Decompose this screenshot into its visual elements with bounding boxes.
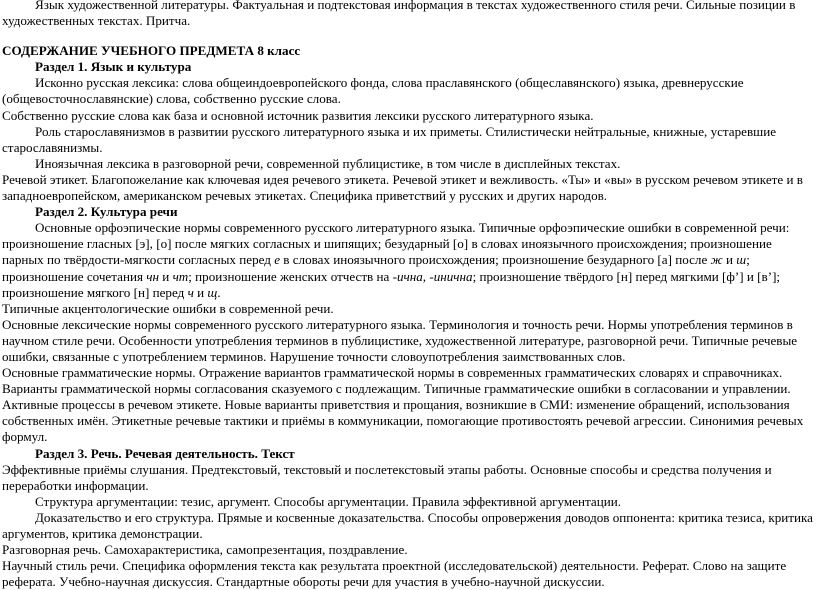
section-2-paragraph-3: Основные лексические нормы современного русского литературного языка. Терминология и точность речи. Нормы употребления терминов в научном стиле речи. Особенности употребления терминов в публицистике, художественной литературе, разговорной речи. Типичные речевые ошибки, связанные с употреблением терминов. Нарушение точности словоупотребления заимствованных слов. (2, 316, 798, 364)
section-3-title: Раздел 3. Речь. Речевая деятельность. Текст (35, 445, 295, 461)
section-1-title: Раздел 1. Язык и культура (35, 59, 192, 75)
section-1-paragraph-2: Собственно русские слова как база и основной источник развития лексики русского литературного языка. (2, 107, 594, 123)
intro-paragraph: Язык художественной литературы. Фактуальная и подтекстовая информация в текстах художественного стиля речи. Сильные позиции в художественных текстах. Притча. (2, 0, 796, 29)
section-1-paragraph-4: Иноязычная лексика в разговорной речи, современной публицистике, в том числе в дисплейных текстах. (35, 155, 621, 171)
section-3-paragraph-1: Эффективные приёмы слушания. Предтекстовый, текстовый и послетекстовый этапы работы. Основные способы и средства получения и переработки информации. (2, 461, 772, 493)
content-heading: СОДЕРЖАНИЕ УЧЕБНОГО ПРЕДМЕТА 8 класс (2, 43, 301, 59)
section-2-paragraph-4: Основные грамматические нормы. Отражение вариантов грамматической нормы в современных грамматических словарях и справочниках. Варианты грамматической нормы согласования сказуемого с подлежащим. Типичные грамматические ошибки в согласовании и управлении. (2, 365, 791, 397)
section-1-paragraph-5: Речевой этикет. Благопожелание как ключевая идея речевого этикета. Речевой этикет и вежливость. «Ты» и «вы» в русском речевом этикете и в западноевропейском, американском речевых этикетах. Специфика приветствий у русских и других народов. (2, 171, 803, 204)
section-2-paragraph-5: Активные процессы в речевом этикете. Новые варианты приветствия и прощания, возникшие в СМИ: изменение обращений, использования собственных имён. Этикетные речевые тактики и приёмы в коммуникации, помогающие противостоять речевой агрессии. Синонимия речевых формул. (2, 397, 804, 445)
section-2-title: Раздел 2. Культура речи (35, 204, 178, 220)
section-1-paragraph-1: Исконно русская лексика: слова общеиндоевропейского фонда, слова праславянского (общеславянского) языка, древнерусские (общевосточнославянские) слова, собственно русские слова. (2, 75, 744, 107)
section-2-paragraph-1: Основные орфоэпические нормы современного русского литературного языка. Типичные орфоэпические ошибки в современной речи: произношение гласных [э], [о] после мягких согласных и шипящих; безударный [о] в словах иноязычного происхождения; произношение парных по твёрдости-мягкости согласных перед е в словах иноязычного происхождения; произношение безударного [а] после ж и ш; произношение сочетания чн и чт; произношение женских отчеств на -ичнa, -инична; произношение твёрдого [н] перед мягкими [ф’] и [в’]; произношение мягкого [н] перед ч и щ. (2, 220, 790, 300)
spacer (2, 29, 816, 43)
section-3-paragraph-3: Доказательство и его структура. Прямые и косвенные доказательства. Способы опровержения доводов оппонента: критика тезиса, критика аргументов, критика демонстрации. (2, 509, 813, 541)
section-3-paragraph-2: Структура аргументации: тезис, аргумент. Способы аргументации. Правила эффективной аргументации. (35, 493, 622, 509)
section-3-paragraph-5: Научный стиль речи. Специфика оформления текста как результата проектной (исследовательской) деятельности. Реферат. Слово на защите реферата. Учебно-научная дискуссия. Стандартные обороты речи для участия в учебно-научной дискуссии. (2, 558, 787, 590)
section-1-paragraph-3: Роль старославянизмов в развитии русского литературного языка и их приметы. Стилистически нейтральные, книжные, устаревшие старославянизмы. (2, 123, 777, 155)
section-2-paragraph-2: Типичные акцентологические ошибки в современной речи. (2, 300, 334, 316)
section-3-paragraph-4: Разговорная речь. Самохарактеристика, самопрезентация, поздравление. (2, 542, 408, 558)
